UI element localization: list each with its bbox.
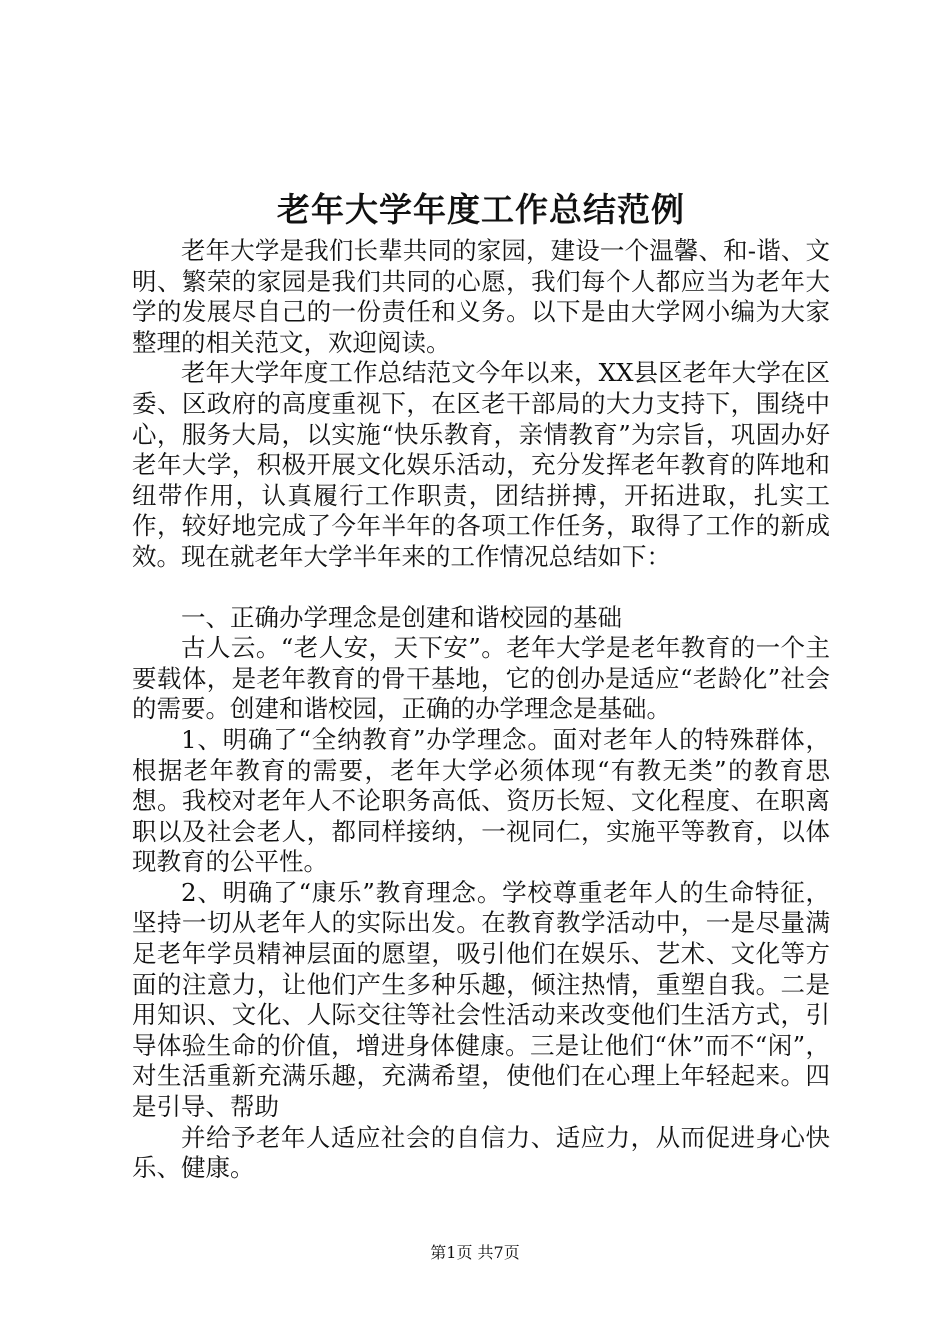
section-heading: 一、正确办学理念是创建和谐校园的基础	[181, 602, 622, 632]
page-indicator: 第1页 共7页	[430, 1243, 520, 1262]
body-paragraph: 1、明确了“全纳教育”办学理念。面对老年人的特殊群体，根据老年教育的需要，老年大学必须体现“有教无类”的教育思想。我校对老年人不论职务高低、资历长短、文化程度、在职离职以及社会老人，都同样接纳，一视同仁，实施平等教育，以体现教育的公平性。	[132, 724, 830, 877]
body-paragraph: 古人云。“老人安，天下安”。老年大学是老年教育的一个主要载体，是老年教育的骨干基地，它的创办是适应“老龄化”社会的需要。创建和谐校园，正确的办学理念是基础。	[132, 633, 830, 724]
document-title: 老年大学年度工作总结范例	[277, 190, 685, 229]
body-paragraph: 2、明确了“康乐”教育理念。学校尊重老年人的生命特征，坚持一切从老年人的实际出发。在教育教学活动中，一是尽量满足老年学员精神层面的愿望，吸引他们在娱乐、艺术、文化等方面的注意力，让他们产生多种乐趣，倾注热情，重塑自我。二是用知识、文化、人际交往等社会性活动来改变他们生活方式，引导体验生命的价值，增进身体健康。三是让他们“休”而不“闲”，对生活重新充满乐趣，充满希望，使他们在心理上年轻起来。四是引导、帮助	[132, 877, 830, 1122]
document-page	[132, 188, 830, 1184]
summary-paragraph: 老年大学年度工作总结范文今年以来，XX县区老年大学在区委、区政府的高度重视下，在区老干部局的大力支持下，围绕中心，服务大局，以实施“快乐教育，亲情教育”为宗旨，巩固办好老年大学，积极开展文化娱乐活动，充分发挥老年教育的阵地和纽带作用，认真履行工作职责，团结拼搏，开拓进取，扎实工作，较好地完成了今年半年的各项工作任务，取得了工作的新成效。现在就老年大学半年来的工作情况总结如下：	[132, 358, 830, 571]
intro-paragraph: 老年大学是我们长辈共同的家园，建设一个温馨、和-谐、文明、繁荣的家园是我们共同的心愿，我们每个人都应当为老年大学的发展尽自己的一份责任和义务。以下是由大学网小编为大家整理的相关范文，欢迎阅读。	[132, 236, 830, 357]
body-paragraph: 并给予老年人适应社会的自信力、适应力，从而促进身心快乐、健康。	[132, 1122, 830, 1183]
